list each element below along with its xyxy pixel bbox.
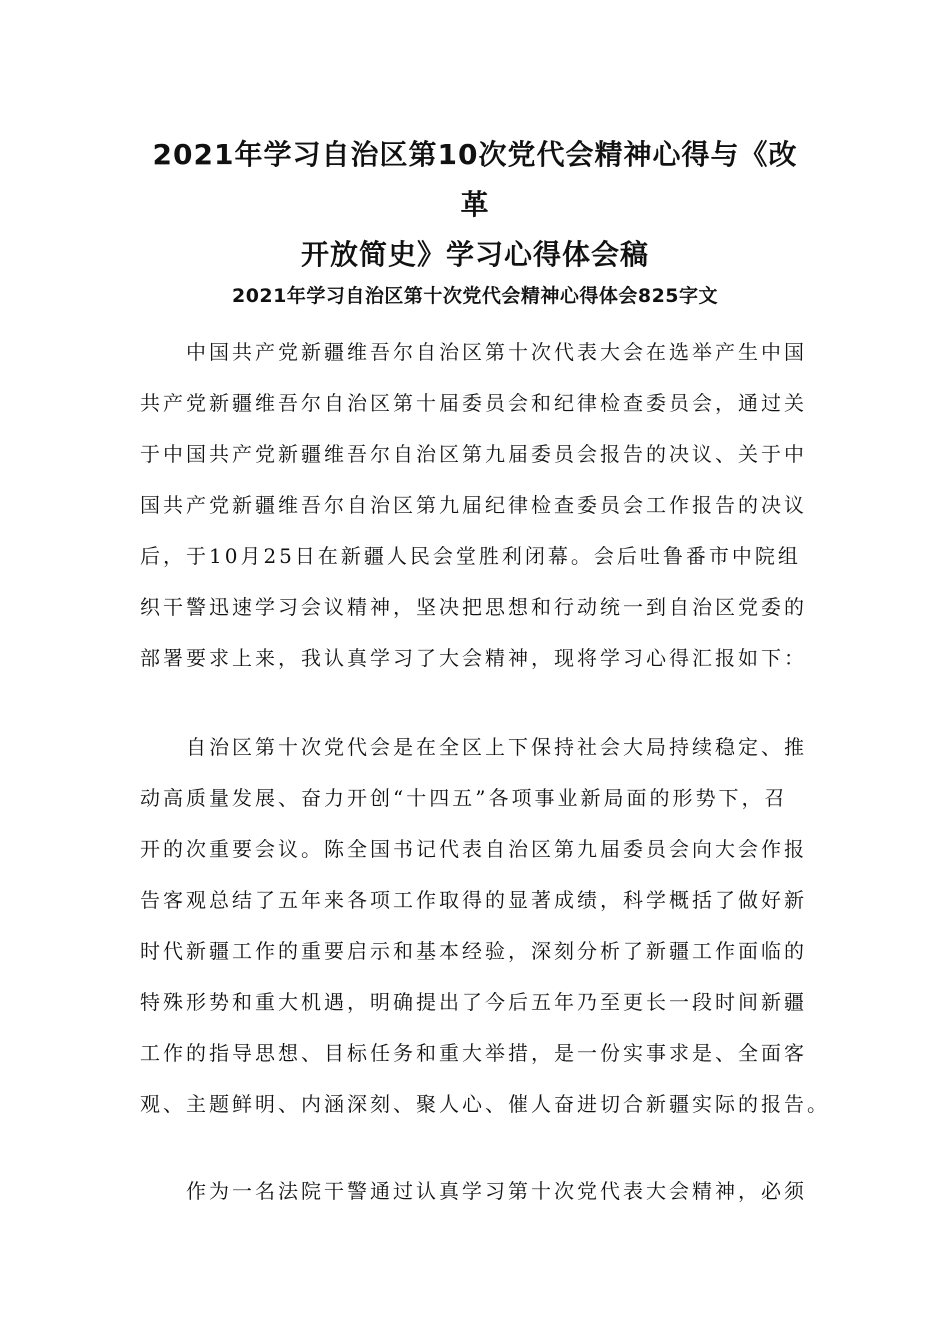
text-line: 国共产党新疆维吾尔自治区第九届纪律检查委员会工作报告的决议	[140, 493, 807, 517]
text-line: 作为一名法院干警通过认真学习第十次党代表大会精神，必须	[186, 1179, 807, 1203]
text-line: 动高质量发展、奋力开创“十四五”各项事业新局面的形势下，召	[140, 786, 788, 810]
text-line: 观、主题鲜明、内涵深刻、聚人心、催人奋进切合新疆实际的报告。	[140, 1092, 830, 1116]
text-line: 告客观总结了五年来各项工作取得的显著成绩，科学概括了做好新	[140, 888, 807, 912]
paragraph-court	[140, 1166, 806, 1217]
text-line: 部署要求上来，我认真学习了大会精神，现将学习心得汇报如下：	[140, 646, 807, 670]
text-line: 自治区第十次党代会是在全区上下保持社会大局持续稳定、推	[186, 735, 807, 759]
document-title	[140, 130, 810, 280]
text-line: 织干警迅速学习会议精神，坚决把思想和行动统一到自治区党委的	[140, 595, 807, 619]
paragraph-intro	[140, 327, 806, 684]
section-heading: 2021年学习自治区第十次党代会精神心得体会825字文	[231, 285, 719, 307]
paragraph-congress	[140, 722, 830, 1130]
text-line: 后，于10月25日在新疆人民会堂胜利闭幕。会后吐鲁番市中院组	[140, 544, 801, 568]
title-line: 开放简史》学习心得体会稿	[300, 238, 649, 271]
text-line: 开的次重要会议。陈全国书记代表自治区第九届委员会向大会作报	[140, 837, 807, 861]
text-line: 共产党新疆维吾尔自治区第十届委员会和纪律检查委员会，通过关	[140, 391, 807, 415]
text-line: 中国共产党新疆维吾尔自治区第十次代表大会在选举产生中国	[186, 340, 807, 364]
text-line: 特殊形势和重大机遇，明确提出了今后五年乃至更长一段时间新疆	[140, 990, 807, 1014]
title-line: 2021年学习自治区第10次党代会精神心得与《改革	[152, 138, 798, 221]
text-line: 于中国共产党新疆维吾尔自治区第九届委员会报告的决议、关于中	[140, 442, 807, 466]
text-line: 时代新疆工作的重要启示和基本经验，深刻分析了新疆工作面临的	[140, 939, 807, 963]
text-line: 工作的指导思想、目标任务和重大举措，是一份实事求是、全面客	[140, 1041, 807, 1065]
